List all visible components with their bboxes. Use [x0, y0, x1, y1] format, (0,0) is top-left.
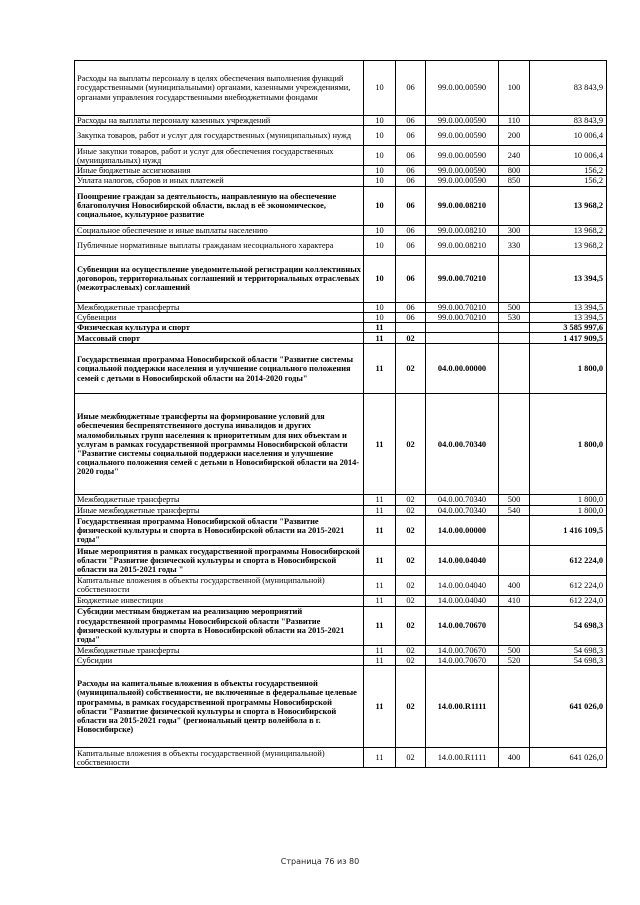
- row-sum-cell: 54 698,3: [530, 606, 607, 645]
- row-sum-cell: 1 416 109,5: [530, 515, 607, 545]
- row-article-cell: 14.0.00.04040: [426, 545, 499, 575]
- row-expense-type-cell: 800: [499, 166, 530, 176]
- row-sum-cell: 1 800,0: [530, 505, 607, 515]
- row-subsection-cell: 06: [396, 313, 426, 323]
- row-article-cell: 99.0.00.00590: [426, 61, 499, 116]
- row-name-cell: Капитальные вложения в объекты государственной (муниципальной) собственности: [75, 575, 364, 595]
- row-expense-type-cell: 400: [499, 748, 530, 768]
- row-sum-cell: 156,2: [530, 176, 607, 186]
- table-row: [75, 575, 607, 595]
- row-subsection-cell: 06: [396, 235, 426, 255]
- table-row: [75, 666, 607, 748]
- row-name-cell: Закупка товаров, работ и услуг для государственных (муниципальных) нужд: [75, 126, 364, 146]
- row-expense-type-cell: 110: [499, 116, 530, 126]
- row-section-cell: 10: [364, 176, 396, 186]
- row-section-cell: 10: [364, 235, 396, 255]
- row-expense-type-cell: 540: [499, 505, 530, 515]
- row-article-cell: 99.0.00.00590: [426, 116, 499, 126]
- row-section-cell: 10: [364, 302, 396, 312]
- row-expense-type-cell: 520: [499, 656, 530, 666]
- row-expense-type-cell: [499, 323, 530, 333]
- row-section-cell: 10: [364, 146, 396, 166]
- row-sum-cell: 10 006,4: [530, 126, 607, 146]
- row-section-cell: 11: [364, 505, 396, 515]
- row-article-cell: 14.0.00.04040: [426, 575, 499, 595]
- row-expense-type-cell: [499, 333, 530, 344]
- table-row: [75, 515, 607, 545]
- row-subsection-cell: 06: [396, 61, 426, 116]
- row-article-cell: 99.0.00.08210: [426, 225, 499, 235]
- row-sum-cell: 612 224,0: [530, 545, 607, 575]
- row-article-cell: 14.0.00.70670: [426, 645, 499, 655]
- row-article-cell: 99.0.00.08210: [426, 235, 499, 255]
- page-number-footer: Страница 76 из 80: [280, 857, 360, 866]
- table-row: [75, 545, 607, 575]
- row-article-cell: 14.0.00.R1111: [426, 748, 499, 768]
- row-article-cell: [426, 323, 499, 333]
- row-section-cell: 11: [364, 333, 396, 344]
- row-sum-cell: 1 800,0: [530, 394, 607, 495]
- row-subsection-cell: 02: [396, 505, 426, 515]
- row-article-cell: 14.0.00.70670: [426, 606, 499, 645]
- row-expense-type-cell: 200: [499, 126, 530, 146]
- row-name-cell: Публичные нормативные выплаты гражданам несоциального характера: [75, 235, 364, 255]
- table-row: [75, 61, 607, 116]
- table-row: [75, 302, 607, 312]
- table-body: [75, 61, 607, 768]
- row-sum-cell: 83 843,9: [530, 61, 607, 116]
- table-row: [75, 656, 607, 666]
- row-expense-type-cell: [499, 606, 530, 645]
- row-article-cell: [426, 333, 499, 344]
- row-section-cell: 10: [364, 61, 396, 116]
- row-name-cell: Уплата налогов, сборов и иных платежей: [75, 176, 364, 186]
- table-row: [75, 505, 607, 515]
- row-sum-cell: 13 968,2: [530, 235, 607, 255]
- table-row: [75, 606, 607, 645]
- row-section-cell: 11: [364, 515, 396, 545]
- row-name-cell: Капитальные вложения в объекты государственной (муниципальной) собственности: [75, 748, 364, 768]
- table-row: [75, 166, 607, 176]
- row-section-cell: 11: [364, 495, 396, 505]
- table-row: [75, 225, 607, 235]
- row-sum-cell: 612 224,0: [530, 595, 607, 606]
- row-name-cell: Массовый спорт: [75, 333, 364, 344]
- row-expense-type-cell: [499, 344, 530, 394]
- table-row: [75, 333, 607, 344]
- row-name-cell: Иные мероприятия в рамках государственной программы Новосибирской области "Развитие физической культуры и спорта в Новосибирской области на 2015-2021 годы ": [75, 545, 364, 575]
- row-subsection-cell: 06: [396, 255, 426, 302]
- row-subsection-cell: 02: [396, 656, 426, 666]
- row-sum-cell: 13 394,5: [530, 313, 607, 323]
- row-subsection-cell: 06: [396, 186, 426, 225]
- row-expense-type-cell: 100: [499, 61, 530, 116]
- table-row: [75, 146, 607, 166]
- row-name-cell: Расходы на выплаты персоналу казенных учреждений: [75, 116, 364, 126]
- row-name-cell: Поощрение граждан за деятельность, направленную на обеспечение благополучия Новосибирской области, вклад в её экономическое, социальное, культурное развитие: [75, 186, 364, 225]
- row-article-cell: 04.0.00.70340: [426, 495, 499, 505]
- table-row: [75, 595, 607, 606]
- row-name-cell: Субвенции: [75, 313, 364, 323]
- row-subsection-cell: 06: [396, 166, 426, 176]
- row-name-cell: Социальное обеспечение и иные выплаты населению: [75, 225, 364, 235]
- row-name-cell: Государственная программа Новосибирской области "Развитие физической культуры и спорта в Новосибирской области на 2015-2021 годы": [75, 515, 364, 545]
- row-name-cell: Межбюджетные трансферты: [75, 645, 364, 655]
- row-sum-cell: 10 006,4: [530, 146, 607, 166]
- row-sum-cell: 641 026,0: [530, 748, 607, 768]
- row-sum-cell: 641 026,0: [530, 666, 607, 748]
- row-name-cell: Иные бюджетные ассигнования: [75, 166, 364, 176]
- row-subsection-cell: [396, 323, 426, 333]
- row-subsection-cell: 06: [396, 225, 426, 235]
- row-name-cell: Межбюджетные трансферты: [75, 302, 364, 312]
- row-subsection-cell: 06: [396, 146, 426, 166]
- row-section-cell: 11: [364, 575, 396, 595]
- table-row: [75, 255, 607, 302]
- row-article-cell: 04.0.00.70340: [426, 394, 499, 495]
- row-article-cell: 99.0.00.00590: [426, 146, 499, 166]
- row-name-cell: Субвенции на осуществление уведомительной регистрации коллективных договоров, территориальных соглашений и территориальных отраслевых (межотраслевых) соглашений: [75, 255, 364, 302]
- row-expense-type-cell: 410: [499, 595, 530, 606]
- table-row: [75, 186, 607, 225]
- row-section-cell: 10: [364, 116, 396, 126]
- row-section-cell: 10: [364, 126, 396, 146]
- row-name-cell: Межбюджетные трансферты: [75, 495, 364, 505]
- row-expense-type-cell: 500: [499, 645, 530, 655]
- table-row: [75, 116, 607, 126]
- row-article-cell: 14.0.00.R1111: [426, 666, 499, 748]
- row-expense-type-cell: [499, 666, 530, 748]
- row-section-cell: 11: [364, 656, 396, 666]
- table-row: [75, 645, 607, 655]
- row-subsection-cell: 02: [396, 545, 426, 575]
- row-article-cell: 99.0.00.08210: [426, 186, 499, 225]
- table-row: [75, 495, 607, 505]
- row-article-cell: 99.0.00.70210: [426, 255, 499, 302]
- row-name-cell: Расходы на капитальные вложения в объекты государственной (муниципальной) собственности, не включенные в федеральные целевые программы, в рамках государственной программы Новосибирской области "Развитие физической культуры и спорта в Новосибирской области на 2015-2021 годы" (региональный центр волейбола в г. Новосибирске): [75, 666, 364, 748]
- row-sum-cell: 54 698,3: [530, 656, 607, 666]
- row-article-cell: 99.0.00.70210: [426, 313, 499, 323]
- row-article-cell: 04.0.00.00000: [426, 344, 499, 394]
- table-row: [75, 748, 607, 768]
- budget-table: [74, 60, 607, 768]
- row-section-cell: 11: [364, 323, 396, 333]
- row-sum-cell: 1 800,0: [530, 344, 607, 394]
- row-subsection-cell: 02: [396, 394, 426, 495]
- row-subsection-cell: 02: [396, 495, 426, 505]
- row-subsection-cell: 02: [396, 606, 426, 645]
- row-subsection-cell: 06: [396, 116, 426, 126]
- row-article-cell: 99.0.00.00590: [426, 176, 499, 186]
- row-expense-type-cell: 240: [499, 146, 530, 166]
- row-section-cell: 11: [364, 595, 396, 606]
- row-section-cell: 11: [364, 645, 396, 655]
- row-expense-type-cell: 530: [499, 313, 530, 323]
- row-name-cell: Бюджетные инвестиции: [75, 595, 364, 606]
- row-sum-cell: 3 585 997,6: [530, 323, 607, 333]
- row-section-cell: 10: [364, 255, 396, 302]
- row-article-cell: 99.0.00.00590: [426, 126, 499, 146]
- row-section-cell: 11: [364, 606, 396, 645]
- row-section-cell: 10: [364, 186, 396, 225]
- row-article-cell: 14.0.00.04040: [426, 595, 499, 606]
- row-subsection-cell: 02: [396, 645, 426, 655]
- table-row: [75, 235, 607, 255]
- row-expense-type-cell: 500: [499, 495, 530, 505]
- table-row: [75, 126, 607, 146]
- row-sum-cell: 1 417 909,5: [530, 333, 607, 344]
- row-sum-cell: 13 394,5: [530, 302, 607, 312]
- table-row: [75, 313, 607, 323]
- row-name-cell: Иные межбюджетные трансферты на формирование условий для обеспечения беспрепятственного доступа инвалидов и других маломобильных групп населения к приоритетным для них объектам и услугам в рамках государственной программы Новосибирской области "Развитие системы социальной поддержки населения и улучшение социального положения семей с детьми в Новосибирской области на 2014-2020 годы": [75, 394, 364, 495]
- row-expense-type-cell: 850: [499, 176, 530, 186]
- row-expense-type-cell: [499, 186, 530, 225]
- row-subsection-cell: 02: [396, 595, 426, 606]
- row-subsection-cell: 02: [396, 575, 426, 595]
- row-subsection-cell: 02: [396, 748, 426, 768]
- row-name-cell: Государственная программа Новосибирской области "Развитие системы социальной поддержки населения и улучшение социального положения семей с детьми в Новосибирской области на 2014-2020 годы": [75, 344, 364, 394]
- table-row: [75, 323, 607, 333]
- row-section-cell: 10: [364, 166, 396, 176]
- table-row: [75, 344, 607, 394]
- row-article-cell: 14.0.00.00000: [426, 515, 499, 545]
- row-name-cell: Субсидии местным бюджетам на реализацию мероприятий государственной программы Новосибирской области "Развитие физической культуры и спорта в Новосибирской области на 2015-2021 годы": [75, 606, 364, 645]
- row-section-cell: 11: [364, 545, 396, 575]
- row-sum-cell: 13 968,2: [530, 225, 607, 235]
- row-subsection-cell: 02: [396, 666, 426, 748]
- row-subsection-cell: 06: [396, 302, 426, 312]
- row-sum-cell: 13 968,2: [530, 186, 607, 225]
- row-name-cell: Иные закупки товаров, работ и услуг для обеспечения государственных (муниципальных) нужд: [75, 146, 364, 166]
- row-expense-type-cell: 330: [499, 235, 530, 255]
- row-subsection-cell: 06: [396, 176, 426, 186]
- row-expense-type-cell: 400: [499, 575, 530, 595]
- row-expense-type-cell: 500: [499, 302, 530, 312]
- row-subsection-cell: 02: [396, 515, 426, 545]
- row-sum-cell: 1 800,0: [530, 495, 607, 505]
- row-expense-type-cell: [499, 394, 530, 495]
- row-name-cell: Субсидии: [75, 656, 364, 666]
- row-expense-type-cell: 300: [499, 225, 530, 235]
- table-row: [75, 394, 607, 495]
- row-sum-cell: 54 698,3: [530, 645, 607, 655]
- row-article-cell: 14.0.00.70670: [426, 656, 499, 666]
- row-sum-cell: 83 843,9: [530, 116, 607, 126]
- row-sum-cell: 612 224,0: [530, 575, 607, 595]
- row-article-cell: 04.0.00.70340: [426, 505, 499, 515]
- row-subsection-cell: 02: [396, 344, 426, 394]
- row-name-cell: Физическая культура и спорт: [75, 323, 364, 333]
- row-name-cell: Иные межбюджетные трансферты: [75, 505, 364, 515]
- row-expense-type-cell: [499, 545, 530, 575]
- row-name-cell: Расходы на выплаты персоналу в целях обеспечения выполнения функций государственными (муниципальными) органами, казенными учреждениями, органами управления государственными внебюджетными фондами: [75, 61, 364, 116]
- row-sum-cell: 156,2: [530, 166, 607, 176]
- row-section-cell: 11: [364, 344, 396, 394]
- row-expense-type-cell: [499, 515, 530, 545]
- row-article-cell: 99.0.00.00590: [426, 166, 499, 176]
- row-article-cell: 99.0.00.70210: [426, 302, 499, 312]
- row-section-cell: 11: [364, 666, 396, 748]
- row-section-cell: 11: [364, 394, 396, 495]
- row-expense-type-cell: [499, 255, 530, 302]
- row-sum-cell: 13 394,5: [530, 255, 607, 302]
- row-subsection-cell: 06: [396, 126, 426, 146]
- row-subsection-cell: 02: [396, 333, 426, 344]
- row-section-cell: 10: [364, 313, 396, 323]
- table-row: [75, 176, 607, 186]
- row-section-cell: 10: [364, 225, 396, 235]
- row-section-cell: 11: [364, 748, 396, 768]
